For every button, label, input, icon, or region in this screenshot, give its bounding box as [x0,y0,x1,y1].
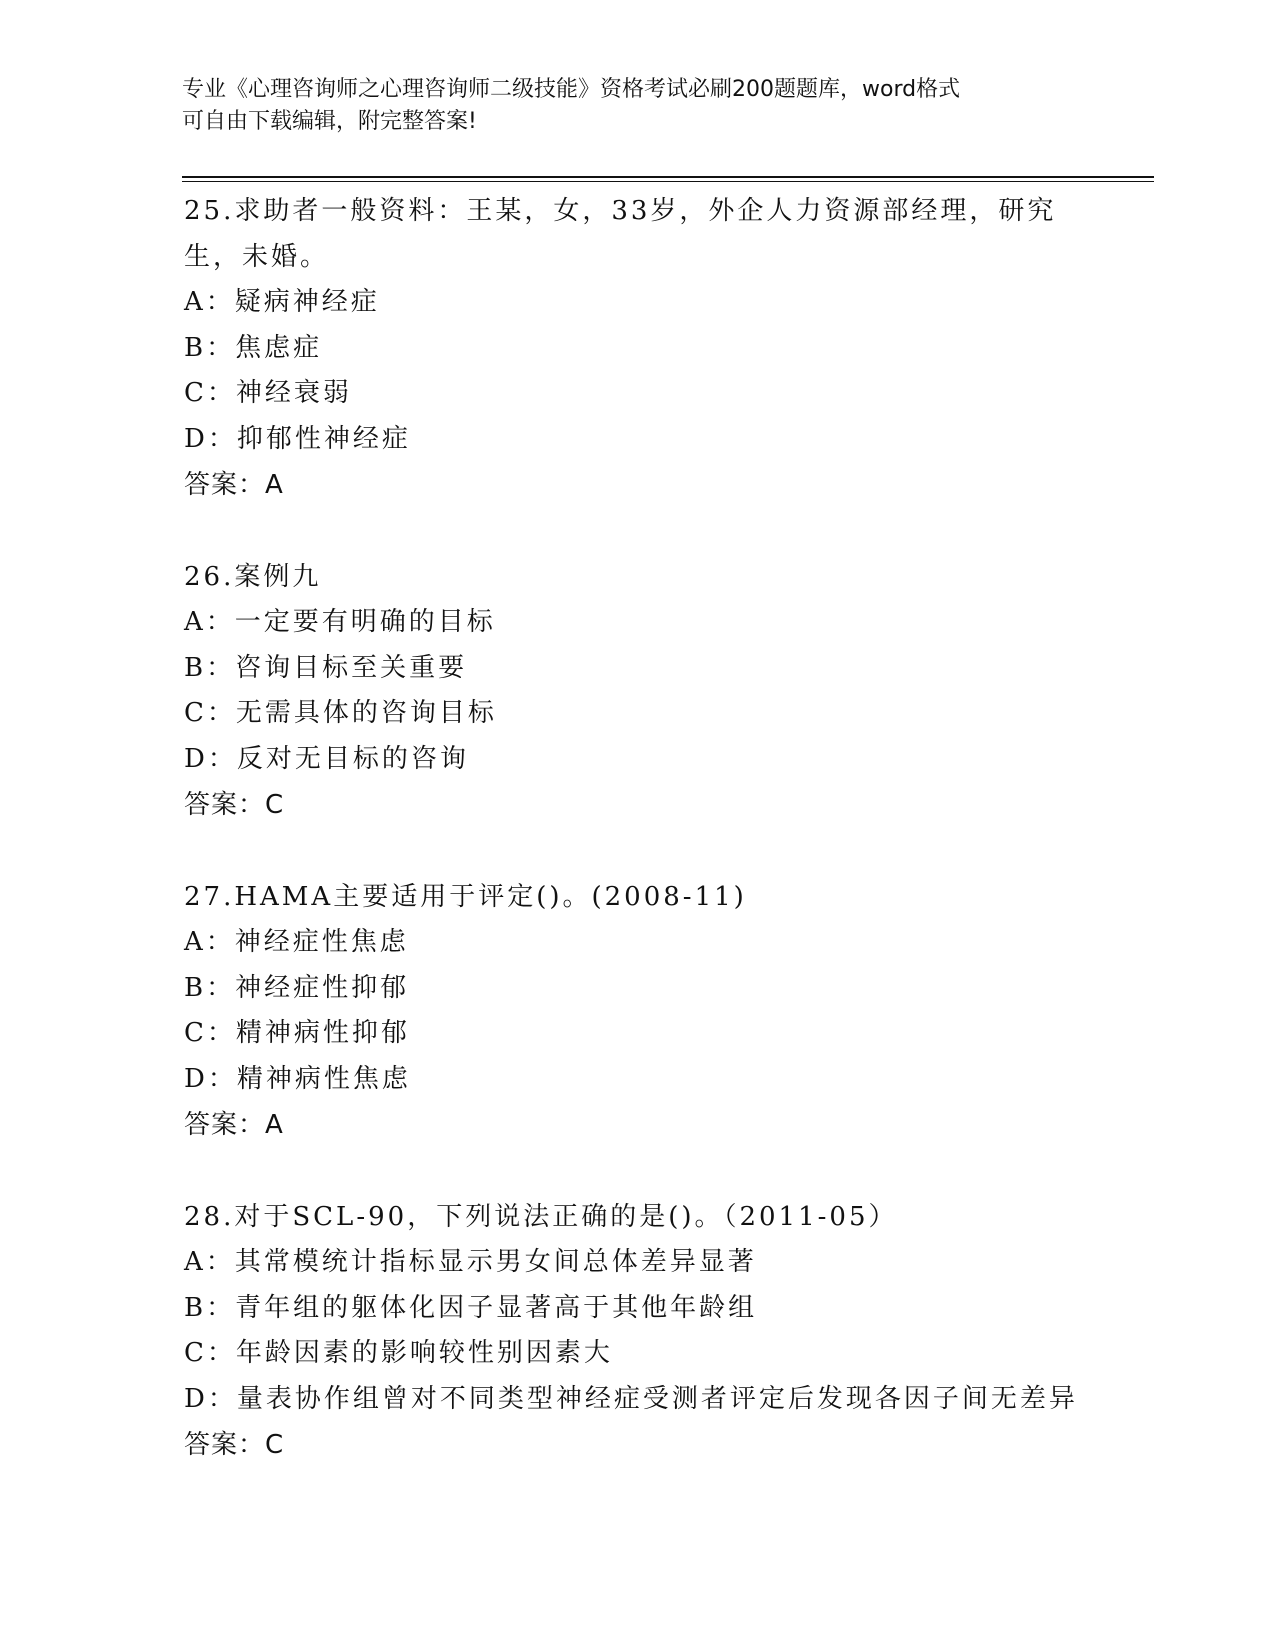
option-c: C：无需具体的咨询目标 [184,698,497,728]
header-divider-thick [182,176,1154,178]
question-stem: 26.案例九 [184,562,322,592]
header-divider-thin [182,181,1154,182]
option-d: D：量表协作组曾对不同类型神经症受测者评定后发现各因子间无差异 [184,1383,1078,1414]
document-header [182,74,1062,138]
header-line-2: 可自由下载编辑，附完整答案! [182,109,477,134]
option-d: D：抑郁性神经症 [184,423,411,454]
option-b: B：咨询目标至关重要 [184,652,468,683]
option-b: B：神经症性抑郁 [184,972,410,1003]
option-c: C：神经衰弱 [184,378,352,408]
answer: 答案：C [184,1430,285,1460]
answer: 答案：A [184,470,284,500]
option-a: A：其常模统计指标显示男女间总体差异显著 [184,1247,757,1277]
option-d: D：精神病性焦虑 [184,1063,411,1094]
question-25 [184,188,1084,508]
option-a: A：一定要有明确的目标 [184,607,496,637]
question-stem: 25.求助者一般资料：王某，女，33岁，外企人力资源部经理，研究生，未婚。 [184,196,1057,272]
question-28 [184,1194,1084,1468]
answer: 答案：C [184,790,285,820]
question-list [184,188,1084,1514]
question-stem: 28.对于SCL-90，下列说法正确的是()。（2011-05） [184,1202,898,1232]
question-27 [184,874,1084,1148]
option-b: B：青年组的躯体化因子显著高于其他年龄组 [184,1292,758,1323]
option-b: B：焦虑症 [184,332,323,363]
question-26 [184,554,1084,828]
option-a: A：疑病神经症 [184,287,380,317]
option-c: C：年龄因素的影响较性别因素大 [184,1338,613,1368]
question-stem: 27.HAMA主要适用于评定()。(2008-11) [184,882,747,912]
option-a: A：神经症性焦虑 [184,927,409,957]
header-line-1: 专业《心理咨询师之心理咨询师二级技能》资格考试必刷200题题库，word格式 [182,77,961,102]
option-c: C：精神病性抑郁 [184,1018,410,1048]
answer: 答案：A [184,1110,284,1140]
option-d: D：反对无目标的咨询 [184,743,469,774]
